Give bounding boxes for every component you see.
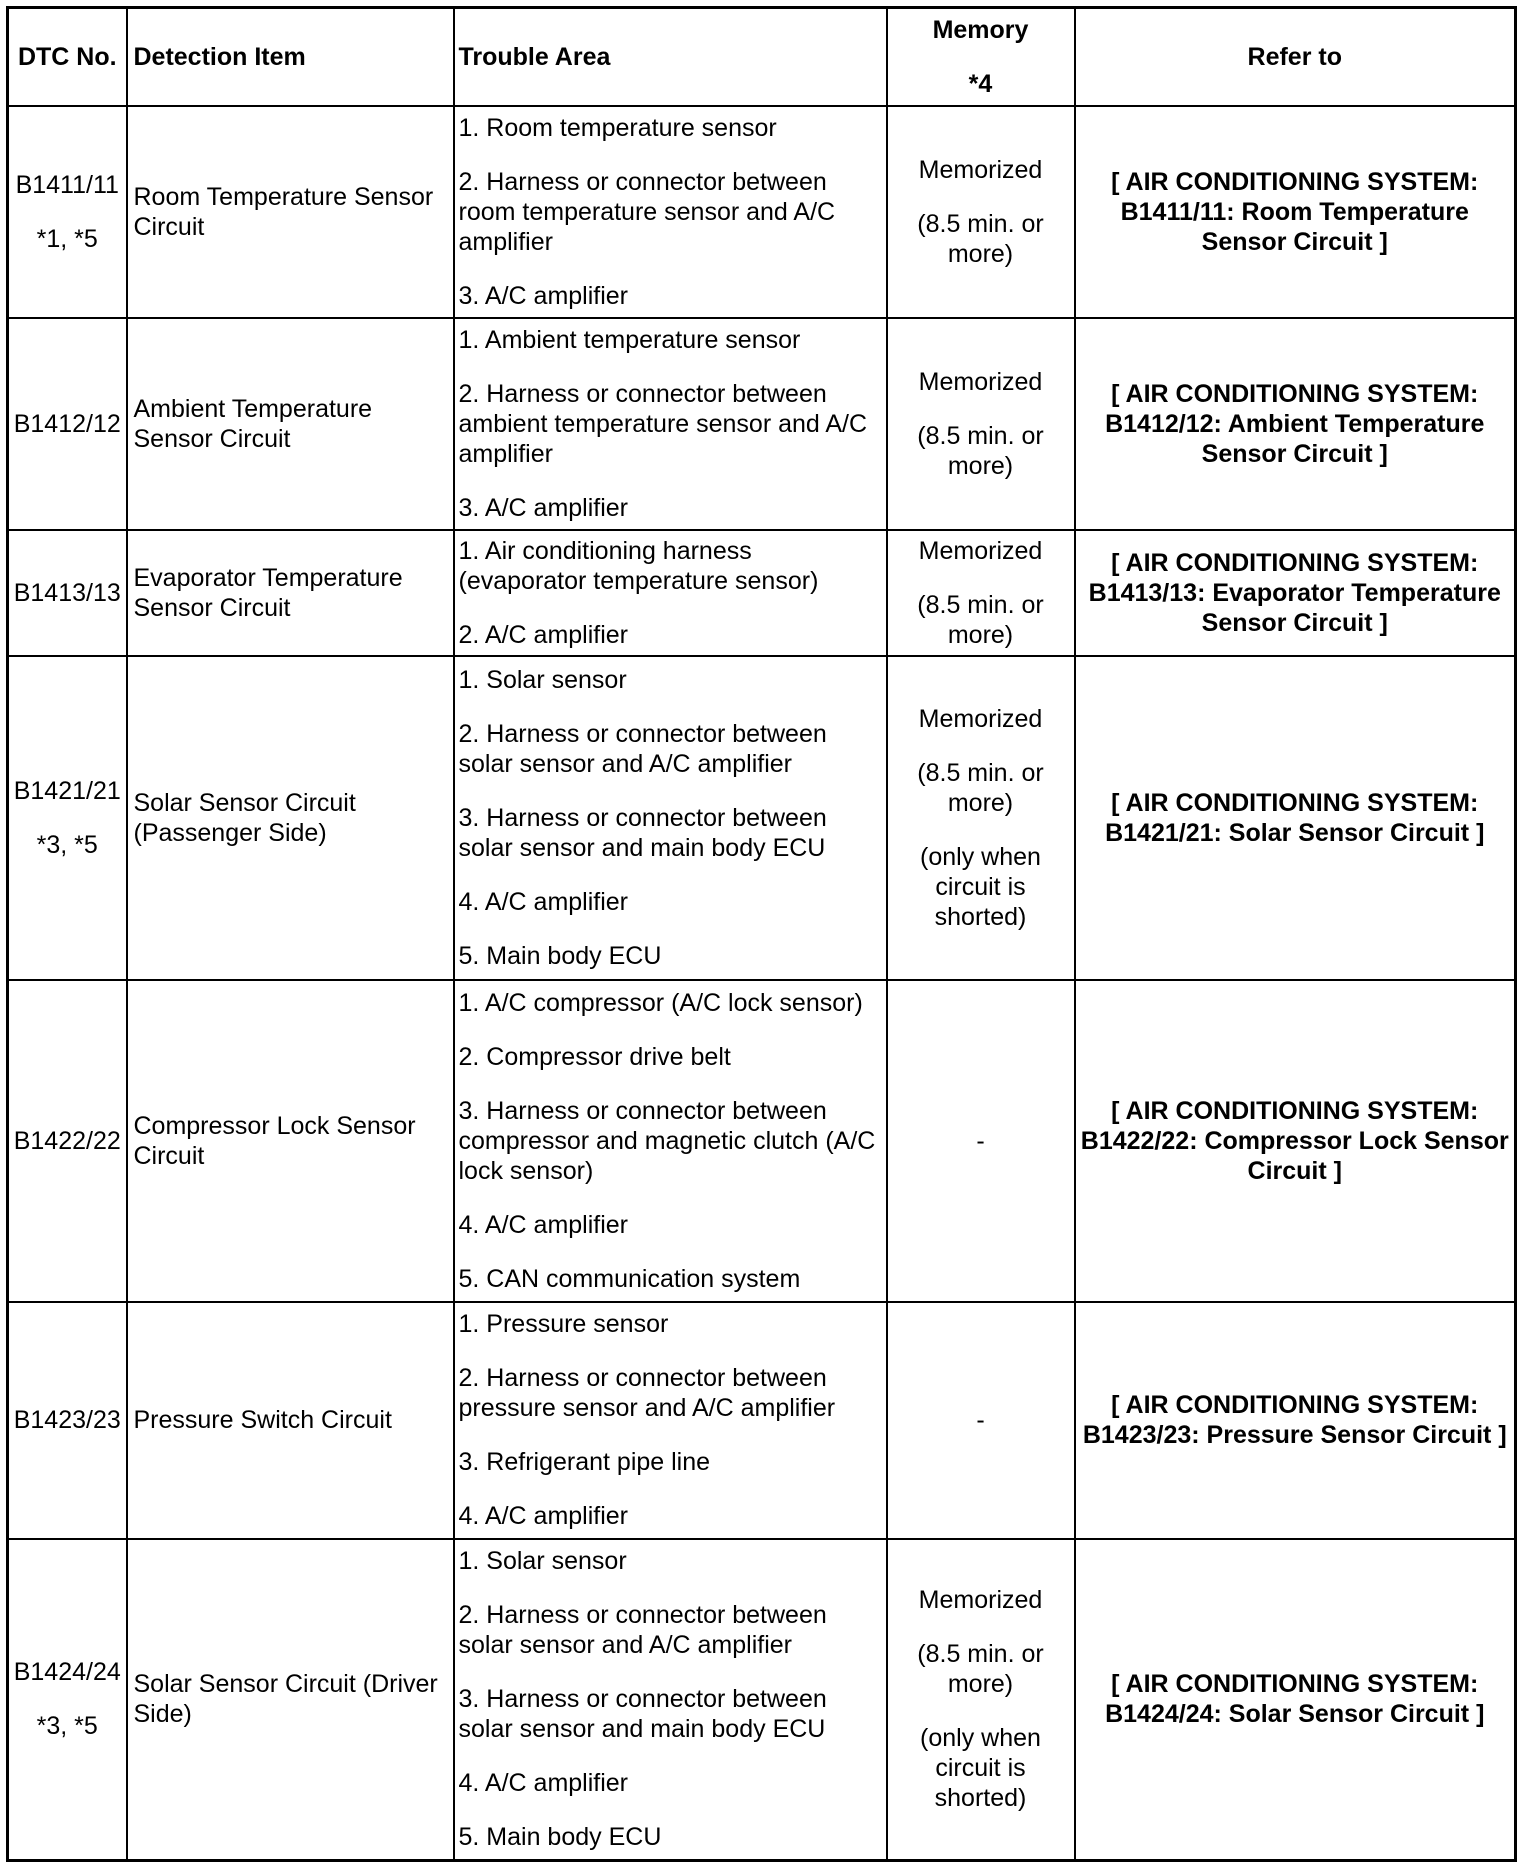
detection-item-cell [127,980,454,1302]
detection-item: Pressure Switch Circuit [133,1406,392,1434]
trouble-item: 3. Refrigerant pipe line [458,1448,711,1476]
dtc-code: B1423/23 [13,1406,121,1434]
refer-to-cell [1075,530,1516,656]
trouble-item: 3. Harness or connector between solar sensor and main body ECU [458,1685,827,1744]
dtc-code: B1412/12 [13,409,121,438]
trouble-item: 4. A/C amplifier [458,1502,629,1530]
dtc-note: *3, *5 [36,830,98,859]
refer-to-link[interactable]: [ AIR CONDITIONING SYSTEM: B1424/24: Solar Sensor Circuit ] [1105,1670,1485,1729]
refer-to-link[interactable]: [ AIR CONDITIONING SYSTEM: B1423/23: Pressure Sensor Circuit ] [1082,1391,1507,1449]
dtc-table [6,6,1517,1862]
dtc-cell [8,656,127,980]
memory-status: - [976,1126,985,1155]
trouble-item: 1. Ambient temperature sensor [458,325,801,354]
dtc-cell [8,1539,127,1861]
refer-to-link[interactable]: [ AIR CONDITIONING SYSTEM: B1413/13: Evaporator Temperature Sensor Circuit ] [1088,548,1501,637]
memory-cell [887,1302,1075,1539]
table-row [8,106,1516,318]
dtc-note: *3, *5 [36,1712,98,1741]
dtc-code: B1411/11 [15,170,119,199]
trouble-item: 2. Harness or connector between room temperature sensor and A/C amplifier [458,167,836,256]
trouble-item: 2. Compressor drive belt [458,1042,731,1071]
trouble-item: 3. Harness or connector between compressor and magnetic clutch (A/C lock sensor) [458,1096,876,1185]
trouble-item: 1. A/C compressor (A/C lock sensor) [458,988,863,1017]
trouble-item: 2. Harness or connector between ambient temperature sensor and A/C amplifier [458,379,868,468]
detection-item-cell [127,1539,454,1861]
detection-item-header-label: Detection Item [133,42,306,71]
dtc-header-label: DTC No. [17,42,117,71]
table-row [8,656,1516,980]
memory-cell [887,530,1075,656]
memory-status: Memorized [918,536,1043,565]
memory-condition: (8.5 min. or more) [917,590,1044,649]
memory-header-label: Memory [932,15,1029,44]
detection-item-cell [127,318,454,530]
memory-cell [887,318,1075,530]
trouble-area-cell [454,530,887,656]
trouble-item: 2. A/C amplifier [458,620,629,649]
trouble-item: 1. Solar sensor [458,1547,627,1576]
dtc-cell [8,106,127,318]
trouble-item: 2. Harness or connector between pressure sensor and A/C amplifier [458,1364,836,1422]
dtc-cell [8,530,127,656]
memory-condition: (8.5 min. or more) [917,421,1044,480]
header-row [8,8,1516,106]
trouble-area-header-label: Trouble Area [458,42,611,71]
refer-to-link[interactable]: [ AIR CONDITIONING SYSTEM: B1411/11: Room Temperature Sensor Circuit ] [1111,167,1479,256]
dtc-code: B1424/24 [13,1658,121,1687]
trouble-area-cell [454,980,887,1302]
trouble-item: 3. Harness or connector between solar sensor and main body ECU [458,803,827,862]
dtc-note: *1, *5 [36,224,98,253]
trouble-item: 3. A/C amplifier [458,281,629,310]
dtc-cell [8,980,127,1302]
trouble-item: 1. Room temperature sensor [458,113,777,142]
memory-cell [887,1539,1075,1861]
dtc-cell [8,1302,127,1539]
trouble-item: 4. A/C amplifier [458,1210,629,1239]
detection-item: Solar Sensor Circuit (Driver Side) [133,1670,438,1729]
detection-item-header [127,8,454,106]
trouble-area-cell [454,1302,887,1539]
detection-item-cell [127,1302,454,1539]
refer-to-cell [1075,980,1516,1302]
memory-status: Memorized [918,1586,1043,1615]
dtc-cell [8,318,127,530]
trouble-item: 5. Main body ECU [458,941,662,970]
dtc-code: B1422/22 [13,1126,121,1155]
trouble-area-cell [454,656,887,980]
refer-to-link[interactable]: [ AIR CONDITIONING SYSTEM: B1422/22: Compressor Lock Sensor Circuit ] [1080,1096,1509,1185]
trouble-item: 5. CAN communication system [458,1264,801,1293]
refer-to-header [1075,8,1516,106]
trouble-item: 1. Air conditioning harness (evaporator temperature sensor) [458,536,819,595]
trouble-area-cell [454,106,887,318]
refer-to-link[interactable]: [ AIR CONDITIONING SYSTEM: B1412/12: Ambient Temperature Sensor Circuit ] [1105,379,1485,468]
table-row [8,1539,1516,1861]
memory-condition: (8.5 min. or more) [917,758,1044,817]
detection-item: Solar Sensor Circuit (Passenger Side) [133,788,356,847]
trouble-area-cell [454,1539,887,1861]
refer-to-link[interactable]: [ AIR CONDITIONING SYSTEM: B1421/21: Solar Sensor Circuit ] [1105,788,1485,847]
dtc-code: B1421/21 [13,776,121,805]
trouble-item: 4. A/C amplifier [458,887,629,916]
detection-item: Room Temperature Sensor Circuit [133,182,434,241]
memory-cell [887,656,1075,980]
trouble-item: 2. Harness or connector between solar sensor and A/C amplifier [458,719,827,778]
memory-condition: (only when circuit is shorted) [920,1724,1041,1813]
refer-to-cell [1075,1539,1516,1861]
detection-item: Compressor Lock Sensor Circuit [133,1111,416,1170]
trouble-item: 3. A/C amplifier [458,493,629,522]
table-row [8,530,1516,656]
table-row [8,1302,1516,1539]
trouble-item: 2. Harness or connector between solar sensor and A/C amplifier [458,1601,827,1660]
table-row [8,980,1516,1302]
trouble-area-header [454,8,887,106]
memory-status: Memorized [918,704,1043,733]
trouble-item: 1. Pressure sensor [458,1310,669,1338]
trouble-item: 4. A/C amplifier [458,1769,629,1798]
memory-header-note: *4 [968,69,993,98]
refer-to-cell [1075,318,1516,530]
memory-cell [887,980,1075,1302]
memory-condition: (only when circuit is shorted) [920,842,1041,931]
dtc-header [8,8,127,106]
refer-to-cell [1075,656,1516,980]
memory-condition: (8.5 min. or more) [917,209,1044,268]
memory-cell [887,106,1075,318]
memory-status: - [976,1406,985,1434]
trouble-area-cell [454,318,887,530]
table-row [8,318,1516,530]
memory-status: Memorized [918,155,1043,184]
dtc-code: B1413/13 [13,578,121,607]
memory-status: Memorized [918,367,1043,396]
trouble-item: 1. Solar sensor [458,665,627,694]
detection-item-cell [127,106,454,318]
refer-to-header-label: Refer to [1247,42,1342,71]
memory-condition: (8.5 min. or more) [917,1640,1044,1699]
trouble-item: 5. Main body ECU [458,1823,662,1852]
detection-item-cell [127,656,454,980]
detection-item: Ambient Temperature Sensor Circuit [133,394,373,453]
refer-to-cell [1075,106,1516,318]
detection-item: Evaporator Temperature Sensor Circuit [133,563,403,622]
memory-header [887,8,1075,106]
detection-item-cell [127,530,454,656]
refer-to-cell [1075,1302,1516,1539]
